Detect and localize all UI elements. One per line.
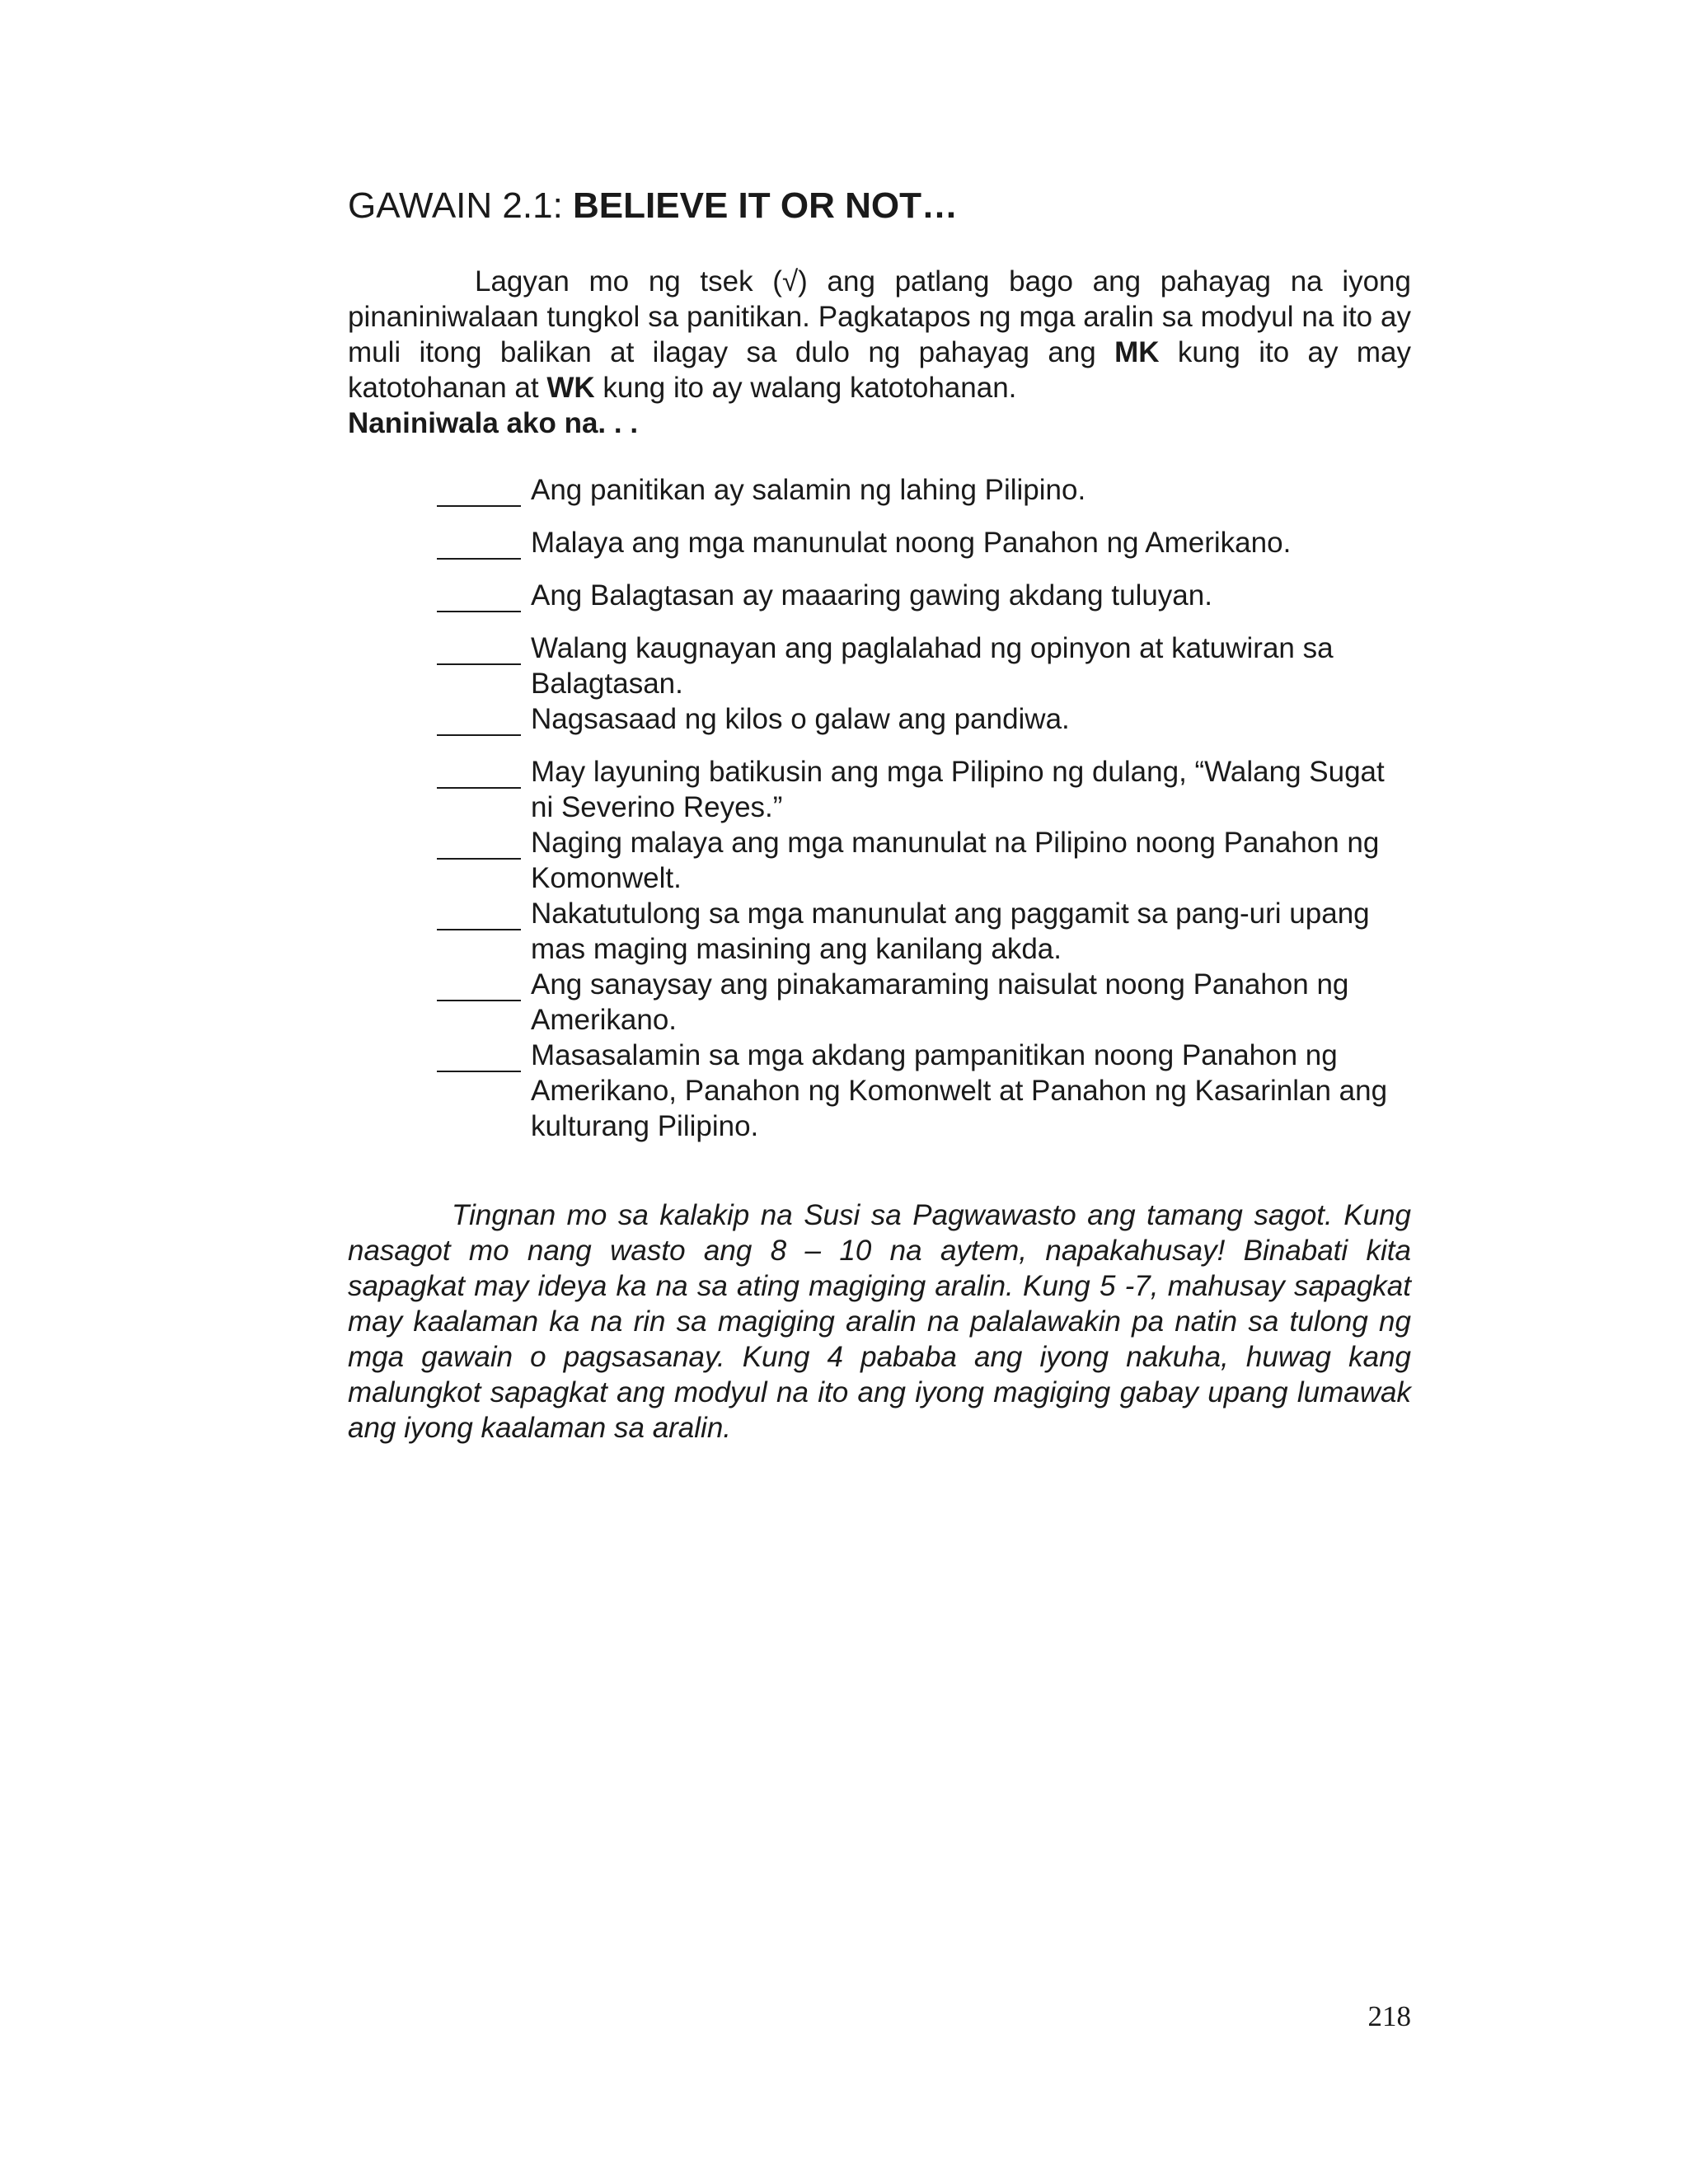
closing-paragraph: Tingnan mo sa kalakip na Susi sa Pagwawasto ang tamang sagot. Kung nasagot mo nang wasto ang 8 – 10 na aytem, napakahusay! Binabati kita sapagkat may ideya ka na sa ating magiging aralin. Kung 5 -7, mahusay sapagkat may kaalaman ka na rin sa magiging aralin na palalawakin pa natin sa tulong ng mga gawain o pagsasanay. Kung 4 pababa ang iyong nakuha, huwag kang malungkot sapagkat ang modyul na ito ang iyong magiging gabay upang lumawak ang iyong kaalaman sa aralin. [348,1199,1411,1444]
statement-item-5 [437,701,1409,737]
answer-blank-5[interactable] [437,701,521,736]
statement-text-6: May layuning batikusin ang mga Pilipino ng dulang, “Walang Sugat ni Severino Reyes.” [531,756,1385,823]
statement-item-1 [437,472,1409,508]
answer-blank-3[interactable] [437,578,521,612]
statement-text-2: Malaya ang mga manunulat noong Panahon ng Amerikano. [531,527,1292,559]
answer-blank-10[interactable] [437,1038,521,1072]
statement-item-3 [437,578,1409,613]
statement-text-7: Naging malaya ang mga manunulat na Pilipino noong Panahon ng Komonwelt. [531,827,1380,894]
answer-blank-2[interactable] [437,525,521,560]
answer-blank-1[interactable] [437,472,521,507]
statement-text-9: Ang sanaysay ang pinakamaraming naisulat noong Panahon ng Amerikano. [531,968,1349,1036]
activity-title-prefix: GAWAIN 2.1: [348,185,574,226]
answer-blank-6[interactable] [437,754,521,789]
wk-abbreviation: WK [546,372,595,404]
lead-statement: Naniniwala ako na. . . [348,407,639,439]
instructions-text-1: Lagyan mo ng tsek (√) ang patlang bago ang pahayag na iyong pinaniniwalaan tungkol sa panitikan. Pagkatapos ng mga aralin sa modyul na ito ay muli itong balikan at ilagay sa dulo ng pahayag ang [348,265,1411,368]
answer-blank-8[interactable] [437,896,521,930]
statement-text-8: Nakatutulong sa mga manunulat ang paggamit sa pang-uri upang mas maging masining ang kanilang akda. [531,898,1370,965]
instructions-text-2: kung ito ay may katotohanan at [348,336,1412,404]
statement-item-8 [437,896,1409,967]
instructions-block [348,264,1411,441]
mk-abbreviation: MK [1114,336,1160,368]
statement-item-9 [437,967,1409,1038]
statement-item-6 [437,754,1409,825]
statement-text-1: Ang panitikan ay salamin ng lahing Pilipino. [531,474,1086,506]
statement-text-3: Ang Balagtasan ay maaaring gawing akdang tuluyan. [531,579,1212,612]
instructions-text-3: kung ito ay walang katotohanan. [594,372,1017,404]
activity-title-bold: BELIEVE IT OR NOT… [573,185,958,226]
statement-text-4: Walang kaugnayan ang paglalahad ng opinyon at katuwiran sa Balagtasan. [531,632,1334,700]
statement-item-2 [437,525,1409,560]
statement-item-10 [437,1038,1409,1144]
statement-text-5: Nagsasaad ng kilos o galaw ang pandiwa. [531,703,1070,735]
answer-blank-4[interactable] [437,630,521,665]
answer-blank-7[interactable] [437,825,521,860]
answer-blank-9[interactable] [437,967,521,1001]
instructions-paragraph [348,264,1411,405]
statement-list [437,472,1409,1144]
statement-item-7 [437,825,1409,896]
page-number: 218 [1367,2000,1411,2032]
statement-item-4 [437,630,1409,701]
statement-text-10: Masasalamin sa mga akdang pampanitikan noong Panahon ng Amerikano, Panahon ng Komonwelt at Panahon ng Kasarinlan ang kulturang Pilipino. [531,1039,1388,1142]
activity-title [348,183,958,229]
